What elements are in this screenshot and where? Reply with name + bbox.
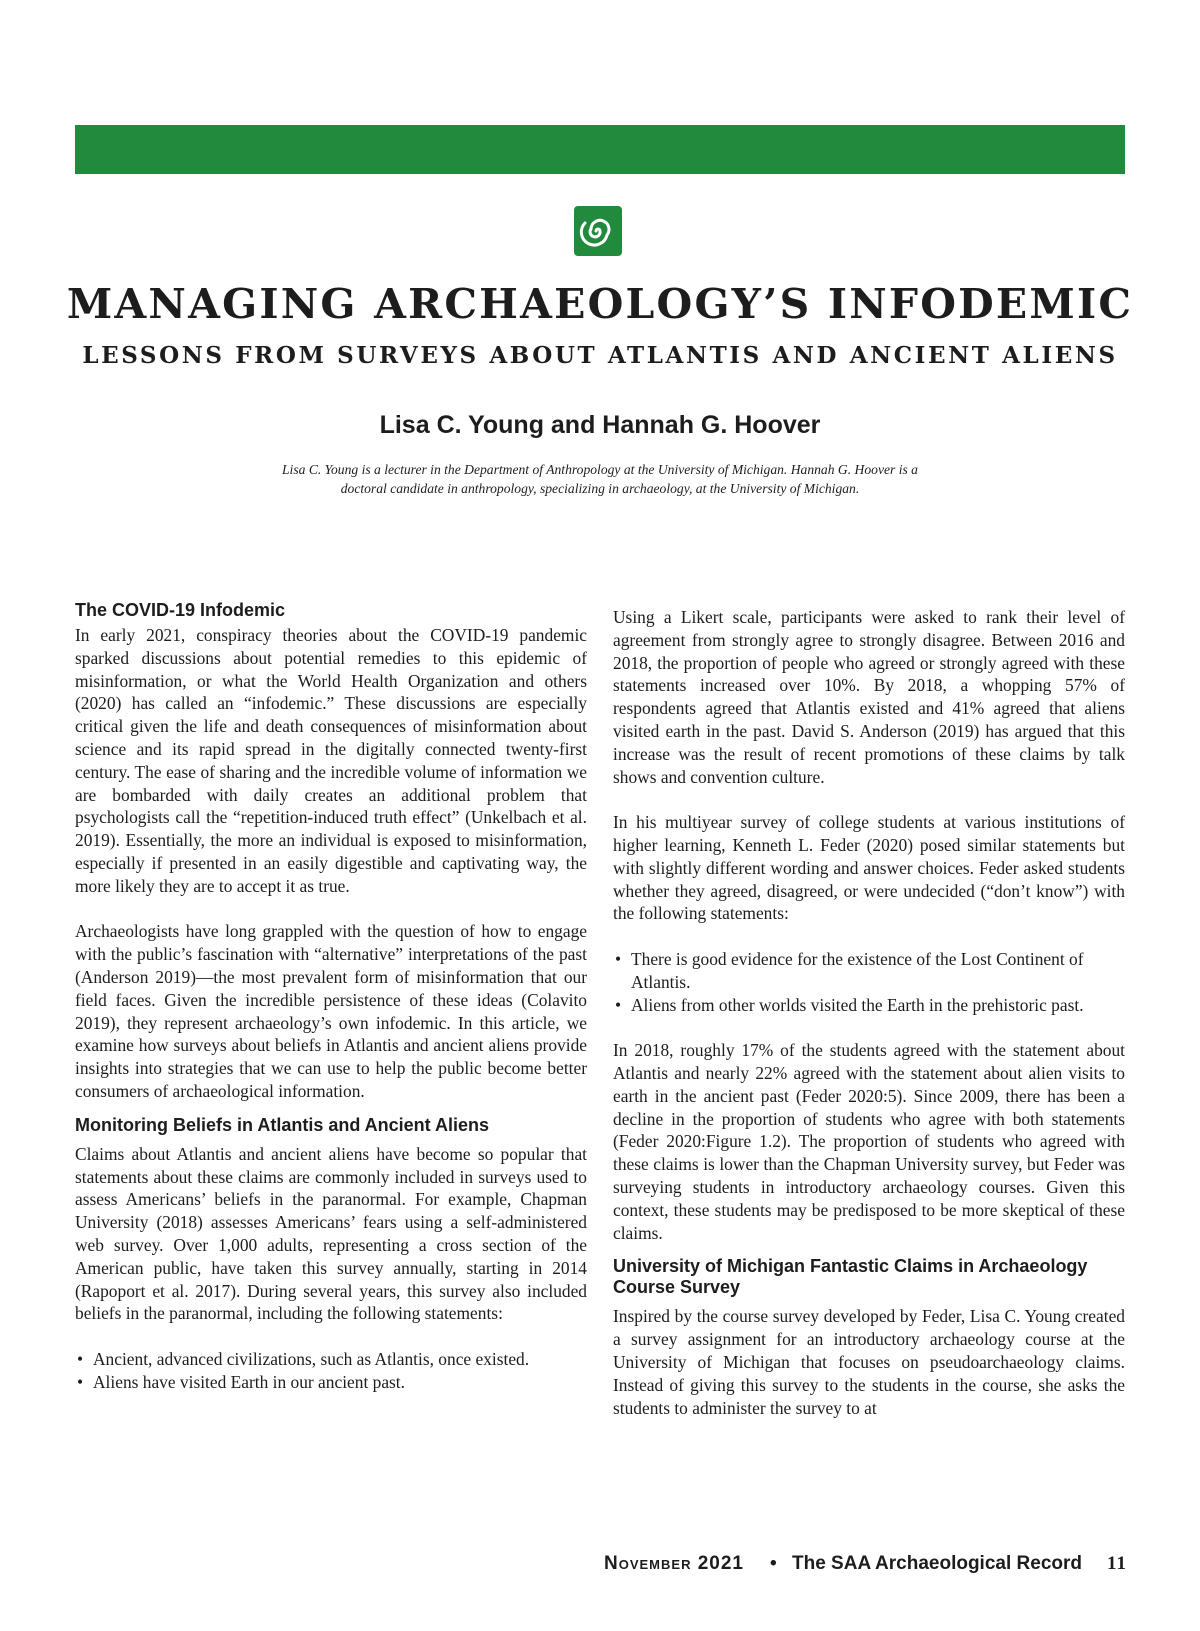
section-heading-covid: The COVID-19 Infodemic [75,600,286,620]
statement-list [613,948,1125,1016]
statement-list [75,1348,587,1394]
page-footer [0,1553,1200,1583]
list-item: • Ancient, advanced civilizations, such as Atlantis, once existed. [75,1348,587,1371]
page-number: 11 [1107,1553,1127,1574]
paragraph: Using a Likert scale, participants were asked to rank their level of agreement from strongly agree to strongly disagree. Between 2016 and 2018, the proportion of people who agreed or strongly agreed with these statements increased over 10%. By 2018, a whopping 57% of respondents agreed that Atlantis existed and 41% agreed that aliens visited earth in the past. David S. Anderson (2019) has argued that this increase was the result of recent promotions of these claims by talk shows and convention culture. [613,607,1125,787]
list-item: • Aliens have visited Earth in our ancient past. [75,1371,587,1394]
spiral-icon [573,205,623,257]
section-heading-monitoring: Monitoring Beliefs in Atlantis and Ancient Aliens [75,1114,490,1135]
paragraph: In early 2021, conspiracy theories about the COVID-19 pandemic sparked discussions about potential remedies to this epidemic of misinformation, or what the World Health Organization and others (2020) has called an “infodemic.” These discussions are especially critical given the life and death consequences of misinformation about science and its rapid spread in the digitally connected twenty-first century. The ease of sharing and the incredible volume of information we are bombarded with daily creates an additional problem that psychologists call the “repetition-induced truth effect” (Unkelbach et al. 2019). Essentially, the more an individual is exposed to misinformation, especially if presented in an easily digestible and captivating way, the more likely they are to accept it as true. [75,625,587,896]
left-column [75,600,587,1416]
paragraph: In his multiyear survey of college students at various institutions of higher learning, Kenneth L. Feder (2020) posed similar statements but with slightly different wording and answer choices. Feder asked students whether they agreed, disagreed, or were undecided (“don’t know”) with the following statements: [613,812,1125,924]
paragraph: Claims about Atlantis and ancient aliens have become so popular that statements about these claims are commonly included in surveys used to assess Americans’ beliefs in the paranormal. For example, Chapman University (2018) assesses Americans’ fears using a self-administered web survey. Over 1,000 adults, representing a cross section of the American public, have taken this survey annually, starting in 2014 (Rapoport et al. 2017). During several years, this survey also included beliefs in the paranormal, including the following statements: [75,1143,587,1324]
author-bio: Lisa C. Young is a lecturer in the Department of Anthropology at the University of Michigan. Hannah G. Hoover is a doctoral candidate in anthropology, specializing in archaeology, at the University of Michigan. [282,462,918,496]
paragraph: Archaeologists have long grappled with the question of how to engage with the public’s fascination with “alternative” interpretations of the past (Anderson 2019)—the most prevalent form of misinformation that our field faces. Given the incredible persistence of these ideas (Colavito 2019), they represent archaeology’s own infodemic. In this article, we examine how surveys about beliefs in Atlantis and ancient aliens provide insights into strategies that we can use to help the public become better consumers of archaeological information. [75,921,587,1101]
article-authors: Lisa C. Young and Hannah G. Hoover [379,411,821,439]
article-title: MANAGING ARCHAEOLOGY’S INFODEMIC [66,280,1134,328]
issue-date: November 2021 [604,1553,744,1574]
article-subtitle: LESSONS FROM SURVEYS ABOUT ATLANTIS AND ANCIENT ALIENS [82,342,1118,369]
footer-separator: • [770,1553,777,1574]
paragraph: In 2018, roughly 17% of the students agreed with the statement about Atlantis and nearly 22% agreed with the statement about alien visits to earth in the ancient past (Feder 2020:5). Since 2009, there has been a decline in the proportion of students who agree with both statements (Feder 2020:Figure 1.2). The proportion of students who agreed with these claims is lower than the Chapman University survey, but Feder was surveying students in introductory archaeology courses. Given this context, these students may be predisposed to be more skeptical of these claims. [613,1040,1125,1243]
list-item: • There is good evidence for the existence of the Lost Continent of Atlantis. [613,948,1125,994]
header-accent-bar [75,125,1125,174]
list-item: • Aliens from other worlds visited the Earth in the prehistoric past. [613,994,1125,1017]
paragraph: Inspired by the course survey developed by Feder, Lisa C. Young created a survey assignment for an introductory archaeology course at the University of Michigan that focuses on pseudoarchaeology claims. Instead of giving this survey to the students in the course, she asks the students to administer the survey to at [613,1306,1125,1418]
section-heading-michigan: University of Michigan Fantastic Claims in Archaeology Course Survey [613,1256,1088,1298]
right-column [613,606,1125,1442]
publication-name: The SAA Archaeological Record [792,1553,1082,1574]
